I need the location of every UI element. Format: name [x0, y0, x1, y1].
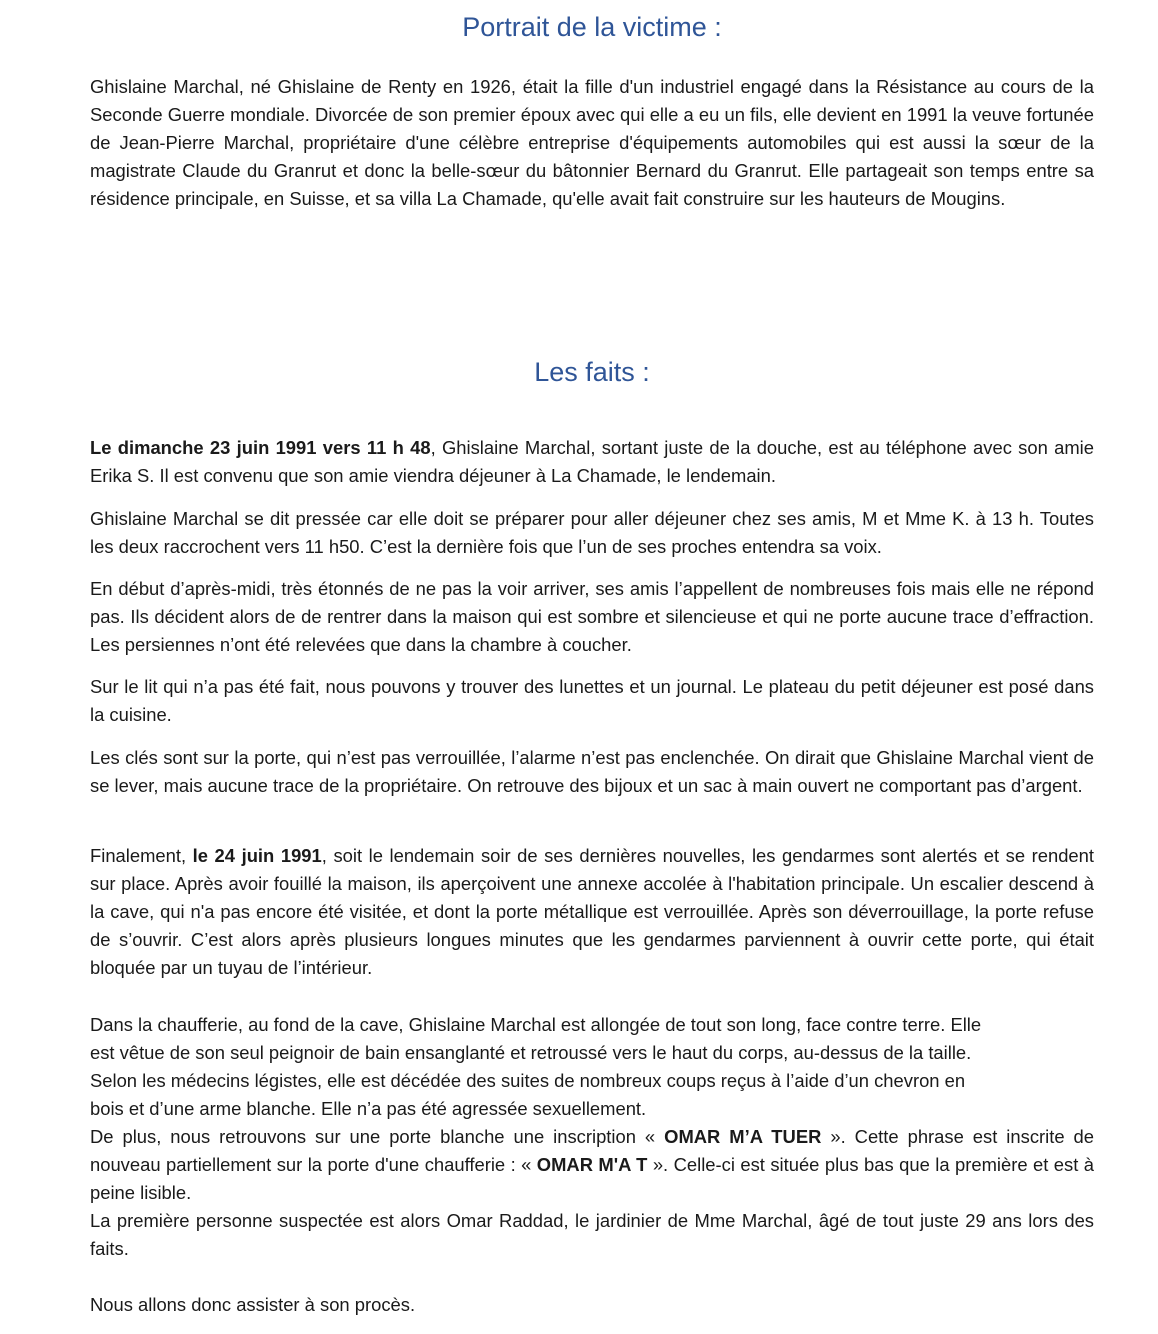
heading-faits: Les faits :: [534, 357, 650, 387]
paragraph-faits-8: De plus, nous retrouvons sur une porte blanche une inscription « OMAR M’A TUER ». Cette phrase est inscrite de nouveau partiellement sur la porte d'une chaufferie : « OMAR M'A T ». Celle-ci est située plus bas que la première et est à peine lisible.: [90, 1126, 1094, 1203]
inscription-bold: OMAR M'A T: [536, 1154, 648, 1175]
paragraph-faits-5: Les clés sont sur la porte, qui n’est pas verrouillée, l’alarme n’est pas enclenchée. On dirait que Ghislaine Marchal vient de se lever, mais aucune trace de la propriétaire. On retrouve des bijoux et un sac à main ouvert ne comportant pas d’argent.: [90, 747, 1094, 796]
inscription-bold: OMAR M’A TUER: [664, 1126, 822, 1147]
paragraph-faits-7: Dans la chaufferie, au fond de la cave, Ghislaine Marchal est allongée de tout son long, face contre terre. Elle est vêtue de son seul peignoir de bain ensanglanté et retroussé vers le haut du corps, au-dessus de la taille. Selon les médecins légistes, elle est décédée des suites de nombreux coups reçus à l’aide d’un chevron en bois et d’une arme blanche. Elle n’a pas été agressée sexuellement.: [90, 1014, 982, 1119]
paragraph-faits-10: Nous allons donc assister à son procès.: [90, 1294, 416, 1315]
paragraph-faits-1: Le dimanche 23 juin 1991 vers 11 h 48, Ghislaine Marchal, sortant juste de la douche, est au téléphone avec son amie Erika S. Il est convenu que son amie viendra déjeuner à La Chamade, le lendemain.: [90, 437, 1094, 486]
paragraph-faits-3: En début d’après-midi, très étonnés de ne pas la voir arriver, ses amis l’appellent de nombreuses fois mais elle ne répond pas. Ils décident alors de de rentrer dans la maison qui est sombre et silencieuse et qui ne porte aucune trace d’effraction. Les persiennes n’ont été relevées que dans la chambre à coucher.: [90, 578, 1094, 655]
heading-portrait: Portrait de la victime :: [462, 12, 722, 42]
date-bold: Le dimanche 23 juin 1991 vers 11 h 48: [90, 437, 431, 458]
date-bold: le 24 juin 1991: [192, 845, 322, 866]
paragraph-faits-2: Ghislaine Marchal se dit pressée car elle doit se préparer pour aller déjeuner chez ses amis, M et Mme K. à 13 h. Toutes les deux raccrochent vers 11 h50. C’est la dernière fois que l’un de ses proches entendra sa voix.: [90, 508, 1094, 557]
paragraph-faits-4: Sur le lit qui n’a pas été fait, nous pouvons y trouver des lunettes et un journal. Le plateau du petit déjeuner est posé dans la cuisine.: [90, 676, 1094, 725]
paragraph-portrait: Ghislaine Marchal, né Ghislaine de Renty en 1926, était la fille d'un industriel engagé dans la Résistance au cours de la Seconde Guerre mondiale. Divorcée de son premier époux avec qui elle a eu un fils, elle devient en 1991 la veuve fortunée de Jean-Pierre Marchal, propriétaire d'une célèbre entreprise d'équipements automobiles qui est aussi la sœur de la magistrate Claude du Granrut et donc la belle-sœur du bâtonnier Bernard du Granrut. Elle partageait son temps entre sa résidence principale, en Suisse, et sa villa La Chamade, qu'elle avait fait construire sur les hauteurs de Mougins.: [90, 76, 1094, 209]
paragraph-faits-6: Finalement, le 24 juin 1991, soit le lendemain soir de ses dernières nouvelles, les gendarmes sont alertés et se rendent sur place. Après avoir fouillé la maison, ils aperçoivent une annexe accolée à l'habitation principale. Un escalier descend à la cave, qui n'a pas encore été visitée, et dont la porte métallique est verrouillée. Après son déverrouillage, la porte refuse de s’ouvrir. C’est alors après plusieurs longues minutes que les gendarmes parviennent à ouvrir cette porte, qui était bloquée par un tuyau de l’intérieur.: [90, 845, 1094, 978]
paragraph-faits-9: La première personne suspectée est alors Omar Raddad, le jardinier de Mme Marchal, âgé de tout juste 29 ans lors des faits.: [90, 1210, 1094, 1259]
